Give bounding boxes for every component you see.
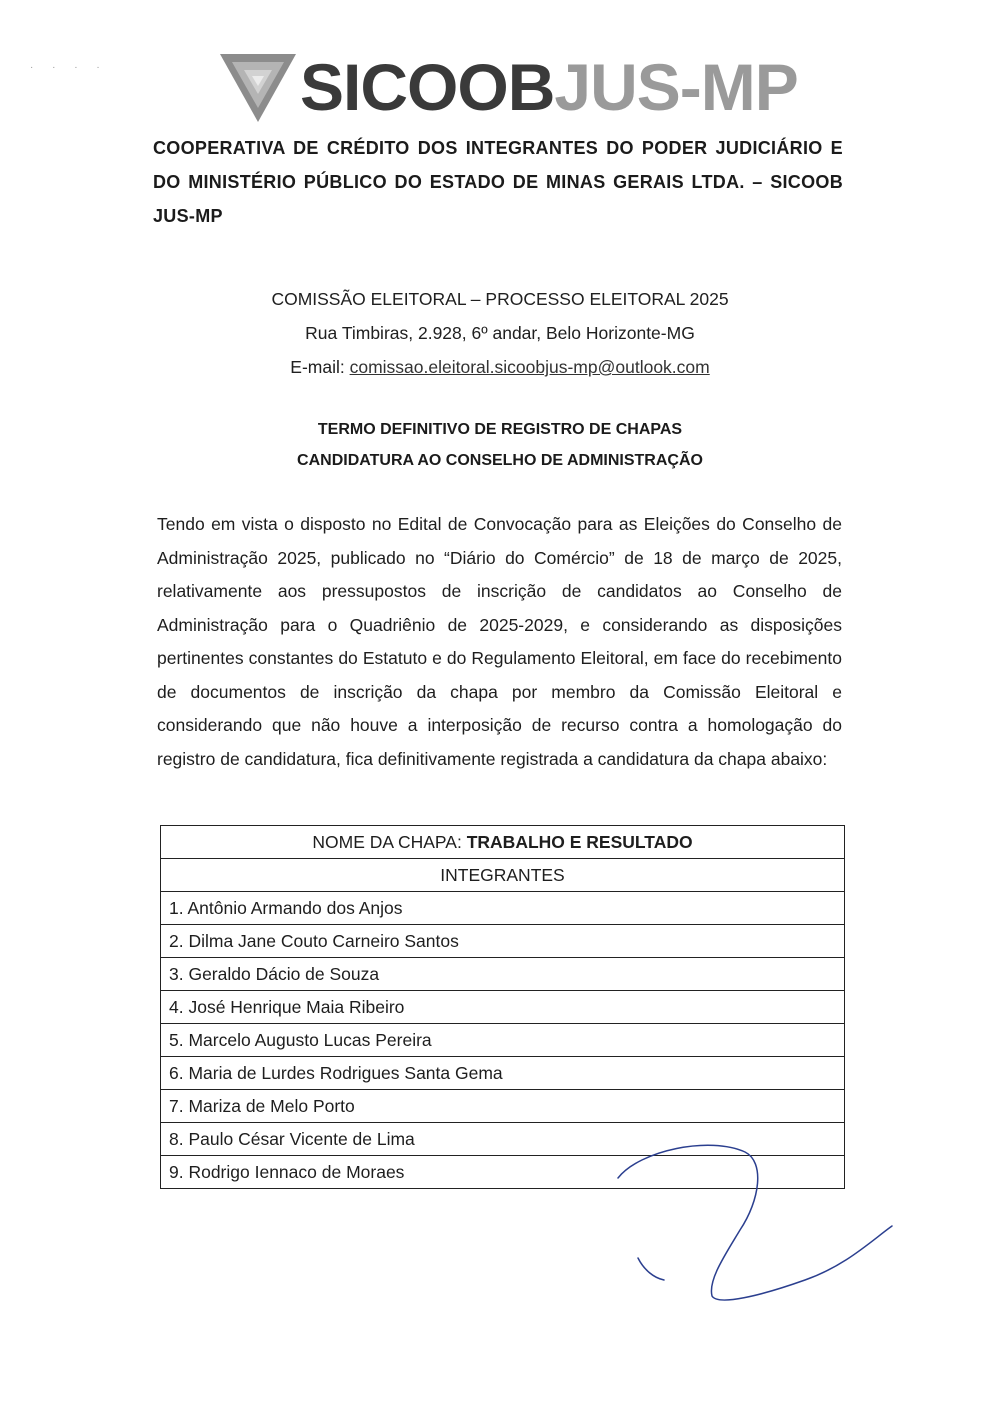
table-row	[161, 1090, 845, 1123]
table-row	[161, 892, 845, 925]
handwritten-signature	[600, 1130, 900, 1310]
member-cell: 4. José Henrique Maia Ribeiro	[161, 991, 845, 1024]
email-label: E-mail:	[290, 357, 345, 377]
commission-email-line	[0, 350, 1000, 384]
member-cell: 9. Rodrigo Iennaco de Moraes	[161, 1156, 845, 1189]
member-cell: 1. Antônio Armando dos Anjos	[161, 892, 845, 925]
member-cell: 3. Geraldo Dácio de Souza	[161, 958, 845, 991]
document-title	[0, 414, 1000, 476]
table-row	[161, 826, 845, 859]
title-line-2: CANDIDATURA AO CONSELHO DE ADMINISTRAÇÃO	[297, 452, 703, 469]
member-cell: 6. Maria de Lurdes Rodrigues Santa Gema	[161, 1057, 845, 1090]
member-cell: 8. Paulo César Vicente de Lima	[161, 1123, 845, 1156]
sicoobjus-mp-logo	[218, 48, 798, 130]
email-link[interactable]: comissao.eleitoral.sicoobjus-mp@outlook.com	[349, 357, 710, 377]
member-cell: 2. Dilma Jane Couto Carneiro Santos	[161, 925, 845, 958]
member-cell: 7. Mariza de Melo Porto	[161, 1090, 845, 1123]
table-row	[161, 925, 845, 958]
table-row	[161, 991, 845, 1024]
commission-address: Rua Timbiras, 2.928, 6º andar, Belo Horizonte-MG	[305, 323, 695, 343]
slate-label: NOME DA CHAPA:	[312, 831, 462, 852]
brand-sub: JUS-MP	[554, 50, 798, 124]
sicoob-triangle-logo-icon	[218, 50, 298, 126]
slate-name: TRABALHO E RESULTADO	[466, 831, 693, 852]
cooperative-name: COOPERATIVA DE CRÉDITO DOS INTEGRANTES DO PODER JUDICIÁRIO E DO MINISTÉRIO PÚBLICO DO ESTADO DE MINAS GERAIS LTDA. – SICOOB JUS-MP	[153, 138, 843, 226]
commission-title: COMISSÃO ELEITORAL – PROCESSO ELEITORAL 2025	[271, 289, 729, 309]
members-header: INTEGRANTES	[161, 859, 845, 892]
table-row	[161, 1057, 845, 1090]
brand-main: SICOOB	[300, 50, 555, 124]
commission-info	[0, 282, 1000, 384]
slate-name-cell	[161, 826, 845, 859]
table-row	[161, 1024, 845, 1057]
title-line-1: TERMO DEFINITIVO DE REGISTRO DE CHAPAS	[317, 421, 683, 438]
table-row	[161, 958, 845, 991]
member-cell: 5. Marcelo Augusto Lucas Pereira	[161, 1024, 845, 1057]
brand-wordmark	[300, 48, 798, 126]
scan-artifact: · · · ·	[30, 62, 108, 73]
table-row	[161, 859, 845, 892]
body-paragraph: Tendo em vista o disposto no Edital de Convocação para as Eleições do Conselho de Administração 2025, publicado no “Diário do Comércio” de 18 de março de 2025, relativamente aos pressupostos de inscrição de candidatos ao Conselho de Administração para o Quadriênio de 2025-2029, e considerando as disposições pertinentes constantes do Estatuto e do Regulamento Eleitoral, em face do recebimento de documentos de inscrição da chapa por membro da Comissão Eleitoral e considerando que não houve a interposição de recurso contra a homologação do registro de candidatura, fica definitivamente registrada a candidatura da chapa abaixo:	[157, 514, 842, 769]
